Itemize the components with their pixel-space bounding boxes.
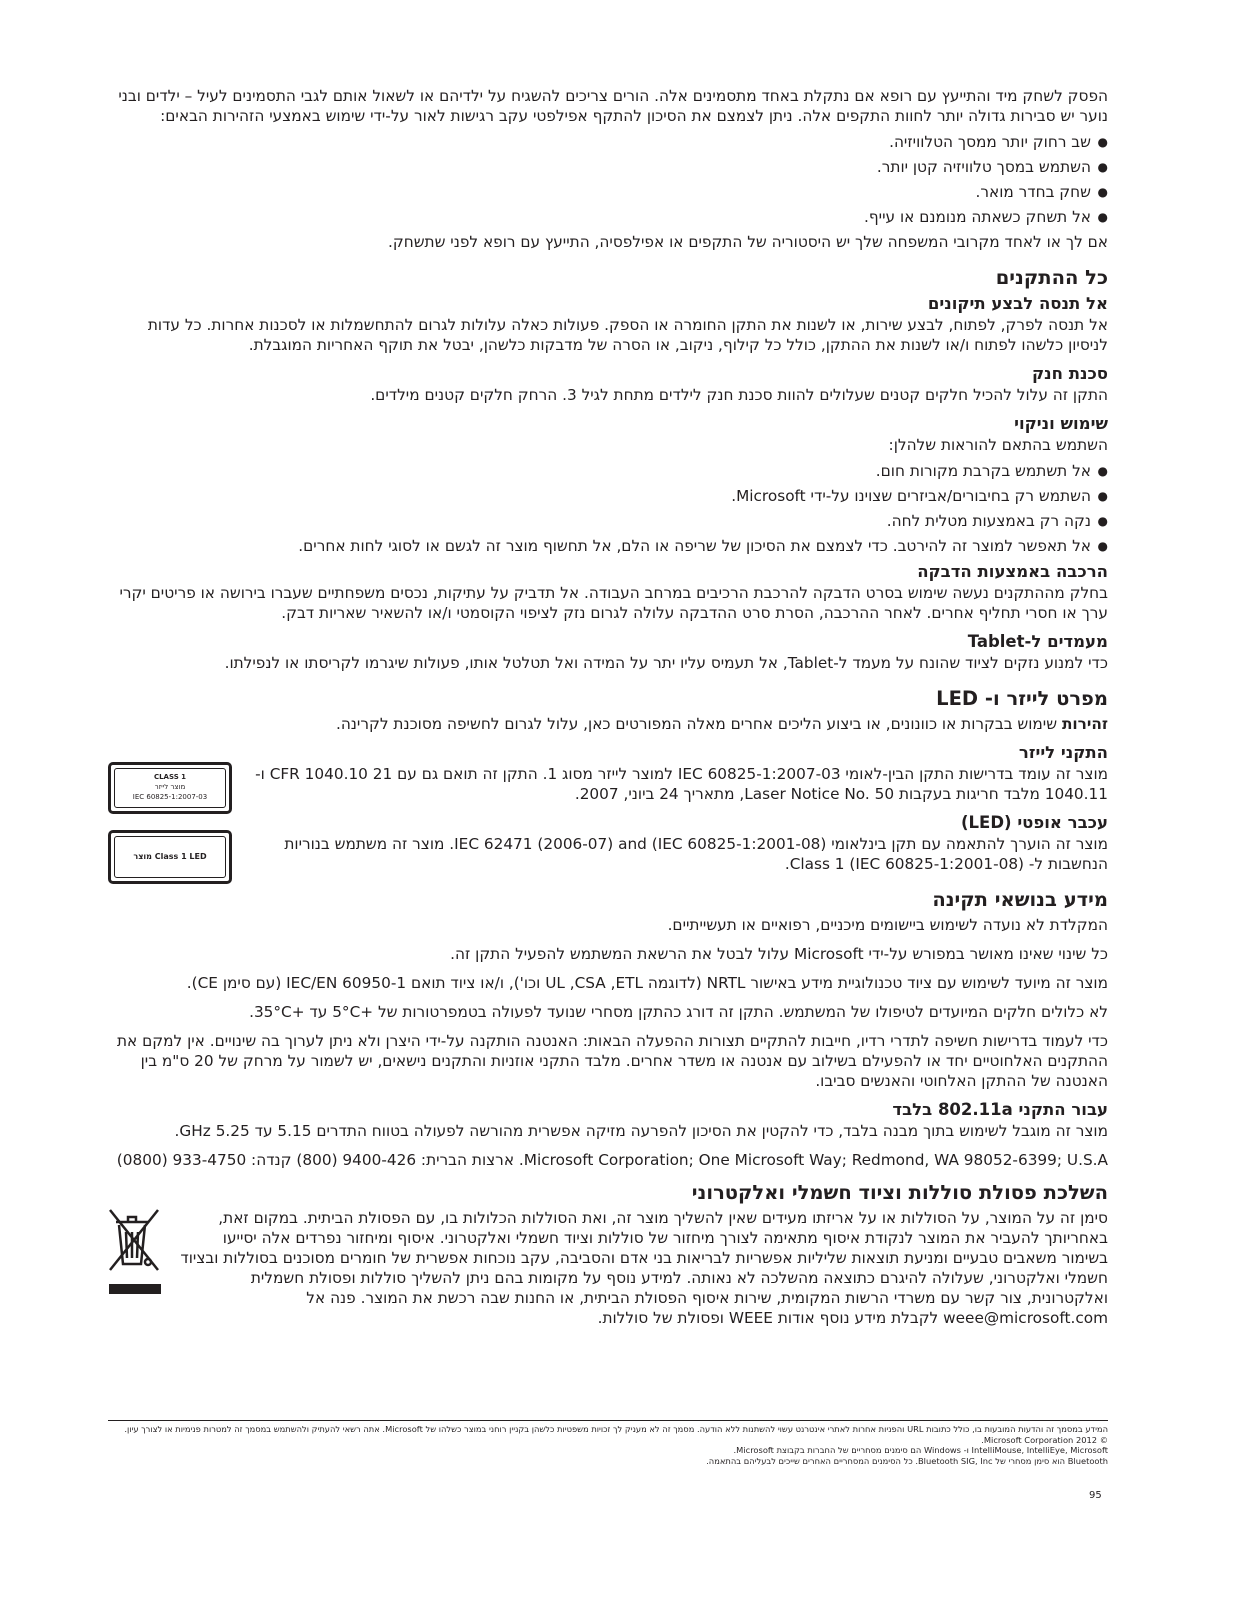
list-item-text: שחק בחדר מואר.	[975, 183, 1091, 201]
laser-warning	[108, 714, 1108, 734]
list-item-text: שב רחוק יותר ממסך הטלוויזיה.	[889, 133, 1091, 151]
precautions-list	[108, 132, 1108, 227]
led-heading: עכבר אופטי (LED)	[961, 813, 1108, 832]
bullet-icon: ●	[1097, 160, 1108, 174]
laser-section	[108, 742, 1108, 874]
warning-text: שימוש בבקרות או כוונונים, או ביצוע הליכים אחרים מאלה המפורטים כאן, עלול לגרום לחשיפה מסוכנת לקרינה.	[335, 715, 1062, 733]
list-item	[108, 182, 1108, 202]
regulatory-paragraph: מוצר זה מיועד לשימוש עם ציוד טכנולוגיית מידע באישור NRTL (לדוגמה UL ,CSA ,ETL וכו'), ו/או ציוד תואם IEC/EN 60950-1 (עם סימן CE).	[186, 974, 1108, 992]
crossed-bin-icon	[108, 1206, 164, 1298]
regulatory-paragraph: לא כלולים חלקים המיועדים לטיפולו של המשתמש. התקן זה דורג כהתקן מסחרי שנועד לפעולה בטמפרטורות של +5°C עד +35°C.	[249, 1003, 1108, 1021]
laser-devices-text: מוצר זה עומד בדרישות התקן הבין-לאומי IEC 60825-1:2007-03 למוצר לייזר מסוג 1. התקן זה תואם גם עם 21 CFR 1040.10 ו- 1040.11 מלבד חריגות בעקבות Laser Notice No. 50, מתאריך 24 ביוני, 2007.	[255, 765, 1108, 803]
intro-paragraph: הפסק לשחק מיד והתייעץ עם רופא אם נתקלת באחד מתסמינים אלה. הורים צריכים להשגיח על ילדיהם או לשאול אותם לגבי התסמינים לעיל – ילדים ובני נוער יש סבירות גדולה יותר לחוות התקפים אלה. ניתן לצמצם את הסיכון להתקף אפילפטי עקב רגישות לאור על-ידי שימוש באמצעי הזהירות הבאים:	[118, 87, 1108, 125]
repair-text: אל תנסה לפרק, לפתוח, לבצע שירות, או לשנות את התקן החומרה או הספק. פעולות כאלה עלולות לגרום להתחשמלות או לסכנות אחרות. כל עדות לניסיון כלשהו לפתוח ו/או לשנות את ההתקן, כולל כל קילוף, ניקוב, או הסרה של מדבקות כלשהן, יבטל את תוקף האחריות המוגבלת.	[147, 316, 1108, 354]
label-type: מוצר לייזר	[154, 783, 186, 791]
list-item	[108, 486, 1108, 506]
label-class: CLASS 1	[153, 773, 187, 781]
list-item-text: אל תאפשר למוצר זה להירטב. כדי לצמצם את הסיכון של שריפה או הלם, אל תחשוף מוצר זה לגשם או לסוגי לחות אחרים.	[298, 537, 1091, 555]
page-number: 95	[1089, 1490, 1102, 1501]
list-item-text: אל תשתמש בקרבת מקורות חום.	[875, 462, 1091, 480]
laser-heading: מפרט לייזר ו- LED	[936, 687, 1108, 710]
bullet-icon: ●	[1097, 464, 1108, 478]
class1-led-label	[108, 830, 232, 884]
list-item-text: השתמש במסך טלוויזיה קטן יותר.	[876, 158, 1091, 176]
repair-heading: אל תנסה לבצע תיקונים	[927, 294, 1108, 313]
weee-text: סימן זה על המוצר, על הסוללות או על אריזתו מעידים שאין להשליך מוצר זה, ואת הסוללות הכלולות בו, עם הפסולת הביתית. במקום זאת, באחריותך להעביר את המוצר לנקודת איסוף מתאימה לצורך מיחזור של סוללות וציוד חשמלי ואלקטרוני. איסוף ומיחזור נפרדים אלה יסייעו בשימור משאבים טבעיים ומניעת תוצאות שליליות אפשריות לבריאות בני אדם והסביבה, עקב נוכחות אפשרית של חומרים מסוכנים בסוללות ובציוד חשמלי ואלקטרוני, שעלולה להיגרם כתוצאה מהשלכה לא נאותה. למידע נוסף על מקומות בהם ניתן להשליך סוללות ופסולת חשמלית ואלקטרונית, צור קשר עם משרדי הרשות המקומית, שירות איסוף הפסולת הביתית, או החנות שבה רכשת את המוצר. פנה אל weee@microsoft.com לקבלת מידע נוסף אודות WEEE ופסולת של סוללות.	[180, 1209, 1108, 1327]
list-item	[108, 536, 1108, 556]
choking-text: התקן זה עלול להכיל חלקים קטנים שעלולים להוות סכנת חנק לילדים מתחת לגיל 3. הרחק חלקים קטנים מילדים.	[370, 386, 1108, 404]
wifi-text: מוצר זה מוגבל לשימוש בתוך מבנה בלבד, כדי להקטין את הסיכון להפרעה מזיקה אפשרית מהורשה לפעולה בטווח התדרים 5.15 עד 5.25 GHz.	[174, 1122, 1108, 1140]
footer-disclaimer: המידע במסמך זה והדעות המובעות בו, כולל כתובות URL והפניות אחרות לאתרי אינטרנט עשוי להשתנות ללא הודעה. מסמך זה לא מעניק לך זכויות משפטיות כלשהן בקניין רוחני במוצר כשלהו של Microsoft. אתה רשאי להעתיק ולהשתמש במסמך זה למטרות פנימיות או לצורך עיון.	[124, 1424, 1108, 1434]
use-cleaning-heading: שימוש וניקוי	[1014, 414, 1108, 433]
led-label-text: Class 1 LED מוצר	[114, 836, 226, 878]
class1-laser-label	[108, 762, 232, 814]
tablet-text: כדי למנוע נזקים לציוד שהונח על מעמד ל-Tablet, אל תעמיס עליו יתר על המידה ואל תטלטל אותו, פעולות שיגרמו לקריסתו או לנפילתו.	[224, 654, 1108, 672]
footer-bluetooth: Bluetooth הוא סימן מסחרי של Bluetooth SIG, Inc. כל הסימנים המסחריים האחרים שייכים לבעליהם בהתאמה.	[706, 1455, 1108, 1466]
bullet-icon: ●	[1097, 489, 1108, 503]
footer-trademarks: IntelliMouse, IntelliEye, Microsoft ו- Windows הם סימנים מסחריים של החברות בקבוצת Microsoft.	[733, 1445, 1108, 1455]
footer-copyright: © 2012 Microsoft Corporation.	[981, 1434, 1108, 1445]
document-body	[108, 86, 1108, 1328]
led-text: מוצר זה הוערך להתאמה עם תקן בינלאומי IEC 62471 (2006-07) and (IEC 60825-1:2001-08). מוצר זה משתמש בנוריות הנחשבות ל- Class 1 (IEC 60825-1:2001-08).	[284, 835, 1108, 873]
bullet-icon: ●	[1097, 210, 1108, 224]
adhesive-text: בחלק מההתקנים נעשה שימוש בסרט הדבקה להרכבת הרכיבים במרחב העבודה. אל תדביק על עתיקות, נכסים משפחתיים שעברו בירושה או פריטים יקרי ערך או חסרי תחליף אחרים. לאחר ההרכבה, הסרת סרט ההדבקה עלולה לגרום נזק לציפוי הקוסמטי ו/או להשאיר שאריות דבק.	[119, 584, 1108, 622]
list-item	[108, 157, 1108, 177]
list-item-text: אל תשחק כשאתה מנומנם או עייף.	[864, 208, 1091, 226]
choking-heading: סכנת חנק	[1031, 364, 1108, 383]
compliance-labels	[108, 762, 232, 884]
list-item	[108, 461, 1108, 481]
bullet-icon: ●	[1097, 514, 1108, 528]
list-item-text: השתמש רק בחיבורים/אביזרים שצוינו על-ידי Microsoft.	[731, 487, 1091, 505]
intro-epilepsy-note: אם לך או לאחד מקרובי המשפחה שלך יש היסטוריה של התקפים או אפילפסיה, התייעץ עם רופא לפני שתשחק.	[387, 233, 1108, 251]
list-item	[108, 511, 1108, 531]
bullet-icon: ●	[1097, 539, 1108, 553]
wifi-heading: עבור התקני 802.11a בלבד	[892, 1100, 1108, 1119]
weee-section	[108, 1180, 1108, 1328]
label-standard: IEC 60825-1:2007-03	[132, 793, 208, 801]
regulatory-paragraph: כדי לעמוד בדרישות חשיפה לתדרי רדיו, חייבות להתקיים תצורות ההפעלה הבאות: האנטנה הותקנה על-ידי היצרן ולא ניתן לערוך בה שינויים. אין למקם את ההתקנים האלחוטיים יחד או להפעילם בשילוב עם אנטנה או משדר אחרים. מלבד התקני אוזניות והתקנים נישאים, יש לשמור על מרחק של 20 ס"מ בין האנטנה של ההתקן האלחוטי והאנשים סביבו.	[117, 1032, 1108, 1090]
microsoft-address: Microsoft Corporation; One Microsoft Way; Redmond, WA 98052-6399; U.S.A. ארצות הברית: 9400-426 (800) קנדה: 933-4750 (0800)	[116, 1151, 1108, 1169]
bullet-icon: ●	[1097, 135, 1108, 149]
tablet-heading: מעמדים ל-Tablet	[967, 632, 1108, 651]
regulatory-paragraph: כל שינוי שאינו מאושר במפורש על-ידי Microsoft עלול לבטל את הרשאת המשתמש להפעיל התקן זה.	[450, 945, 1108, 963]
warning-label: זהירות	[1061, 715, 1108, 733]
regulatory-paragraph: המקלדת לא נועדה לשימוש ביישומים מיכניים, רפואיים או תעשייתיים.	[667, 916, 1108, 934]
list-item	[108, 207, 1108, 227]
use-cleaning-text: השתמש בהתאם להוראות שלהלן:	[888, 436, 1108, 454]
list-item	[108, 132, 1108, 152]
all-devices-heading: כל ההתקנים	[995, 266, 1108, 289]
laser-devices-heading: התקני לייזר	[1018, 743, 1108, 762]
bullet-icon: ●	[1097, 185, 1108, 199]
regulatory-heading: מידע בנושאי תקינה	[932, 888, 1108, 911]
adhesive-heading: הרכבה באמצעות הדבקה	[917, 562, 1108, 581]
list-item-text: נקה רק באמצעות מטלית לחה.	[886, 512, 1091, 530]
legal-footer	[108, 1420, 1108, 1466]
use-cleaning-list	[108, 461, 1108, 556]
weee-heading: השלכת פסולת סוללות וציוד חשמלי ואלקטרוני	[691, 1181, 1108, 1204]
